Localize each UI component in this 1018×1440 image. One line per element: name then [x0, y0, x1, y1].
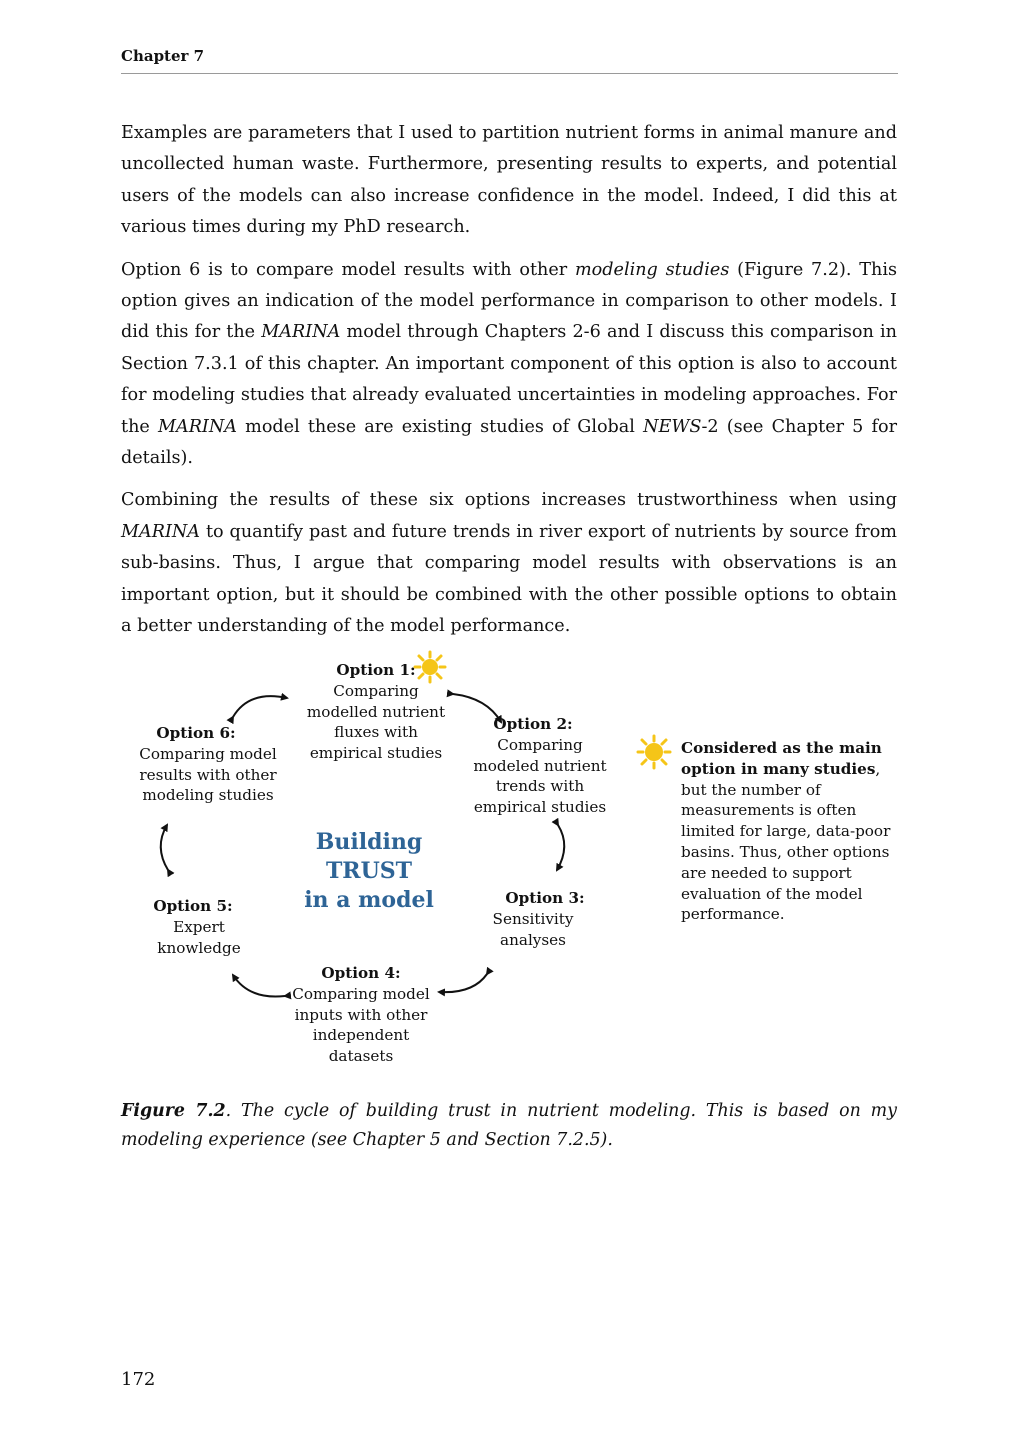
arrow-2-to-3: [557, 825, 564, 870]
figure-note: Considered as the main option in many studies, but the number of measurements is often limited for large, data-poor basins. Thus, other options are needed to support evaluation of the model performance.: [681, 739, 891, 924]
page-header: [121, 46, 898, 74]
arrow-6-to-1: [233, 696, 287, 717]
chapter-title: Chapter 7: [121, 47, 205, 65]
paragraph-1: Examples are parameters that I used to partition nutrient forms in animal manure and uncollected human waste. Furthermore, presenting results to experts, and potential users of the models can also increase confidence in the model. Indeed, I did this at various times during my PhD research.: [121, 123, 897, 238]
arrow-4-to-5: [233, 975, 285, 997]
option-5: Option 5: Expert knowledge: [153, 897, 241, 957]
arrow-5-to-6: [161, 825, 168, 870]
option-3: Option 3: Sensitivity analyses: [492, 889, 585, 949]
option-2: Option 2: Comparing modeled nutrient trends with empirical studies: [473, 715, 607, 817]
body-text: [121, 118, 897, 654]
paragraph-3: Combining the results of these six options increases trustworthiness when using MARINA to quantify past and future trends in river export of nutrients by source from sub-basins. Thus, I argue that comparing model results with observations is an important option, but it should be combined with the other possible options to obtain a better understanding of the model performance.: [121, 490, 897, 637]
option-4: Option 4: Comparing model inputs with other independent datasets: [292, 964, 430, 1066]
center-title: Building TRUST in a model: [304, 829, 434, 913]
arrow-3-to-4: [439, 974, 487, 992]
option-1: Option 1: Comparing modelled nutrient fluxes with empirical studies: [306, 661, 446, 763]
figure-caption: Figure 7.2. The cycle of building trust in nutrient modeling. This is based on my modeling experience (see Chapter 5 and Section 7.2.5).: [121, 1101, 897, 1150]
figure-trust-cycle: [121, 650, 898, 1080]
page-number: 172: [121, 1369, 156, 1390]
paragraph-2: Option 6 is to compare model results with other modeling studies (Figure 7.2). This option gives an indication of the model performance in comparison to other models. I did this for the MARINA model through Chapters 2-6 and I discuss this comparison in Section 7.3.1 of this chapter. An important component of this option is also to account for modeling studies that already evaluated uncertainties in modeling approaches. For the MARINA model these are existing studies of Global NEWS-2 (see Chapter 5 for details).: [121, 259, 898, 469]
option-6: Option 6: Comparing model results with other modeling studies: [139, 724, 277, 805]
star-icon-note: [638, 736, 670, 768]
